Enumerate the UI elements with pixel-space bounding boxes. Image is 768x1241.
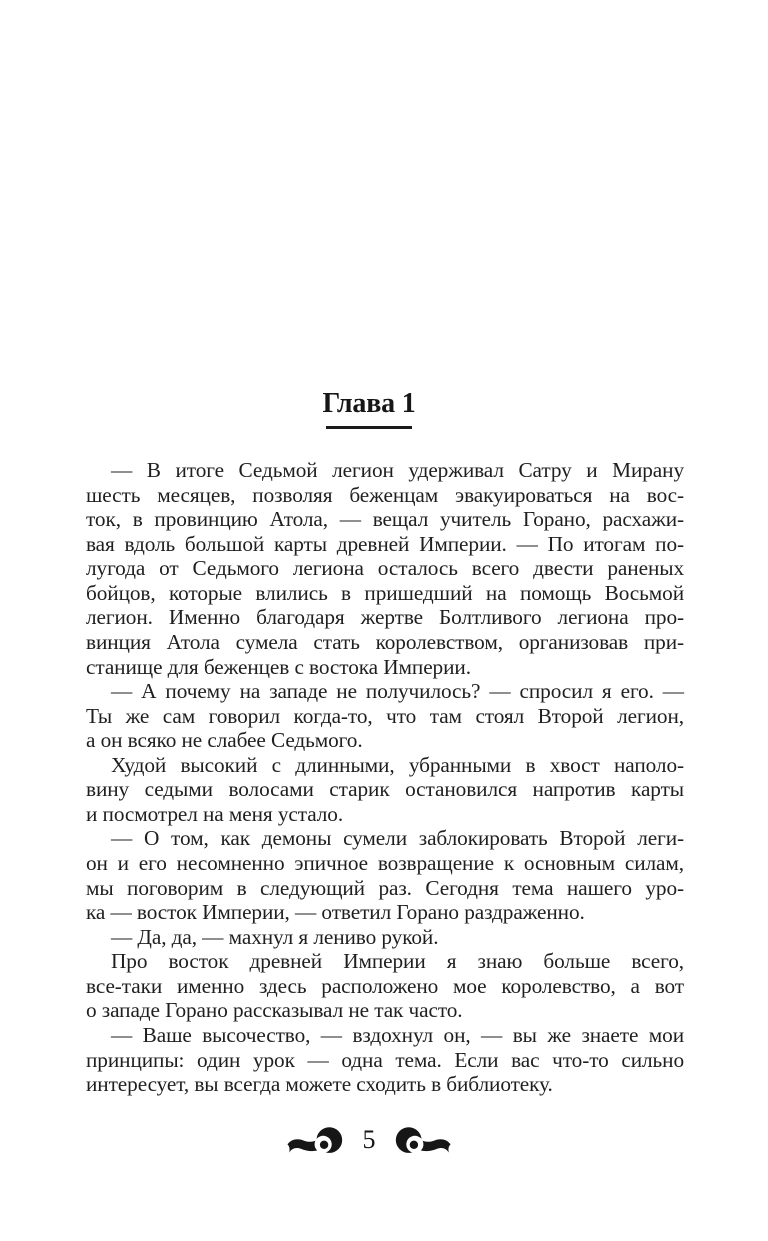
page-text [86,458,684,1097]
paragraph [86,949,684,1023]
chapter-title: Глава 1 [322,388,416,419]
swirl-ornament-right-icon [393,1126,452,1157]
paragraph [86,458,684,679]
text-line: Худой высокий с длинными, убранными в хвост наполо- [111,752,684,777]
text-line: — О том, как демоны сумели заблокировать Второй леги- [111,826,684,851]
text-line: — Ваше высочество, — вздохнул он, — вы же знаете мои [111,1022,684,1047]
text-line: — Да, да, — махнул я лениво рукой. [111,924,439,949]
text-line: о западе Горано рассказывал не так часто. [86,998,463,1023]
text-line: вину седыми волосами старик остановился напротив карты [86,777,684,802]
text-line: — В итоге Седьмой легион удерживал Сатру и Мирану [111,458,684,482]
title-underline [326,426,412,429]
text-line: шесть месяцев, позволяя беженцам эвакуироваться на вос- [86,482,684,507]
text-line: он и его несомненно эпичное возвращение к основным силам, [86,851,684,875]
page-footer [287,1126,452,1157]
text-line: принципы: один урок — одна тема. Если вас что-то сильно [86,1047,684,1072]
text-line: станище для беженцев с востока Империи. [86,654,471,679]
paragraph [86,925,684,950]
text-line: легион. Именно благодаря жертве Болтливого легиона про- [86,605,684,630]
text-line: интересует, вы всегда можете сходить в библиотеку. [86,1072,553,1097]
text-line: бойцов, которые влились в пришедший на помощь Восьмой [86,580,684,605]
text-line: лугода от Седьмого легиона осталось всего двести раненых [86,556,684,581]
text-line: — А почему на западе не получилось? — спросил я его. — [111,679,684,704]
text-line: а он всяко не слабее Седьмого. [86,728,363,753]
text-line: винция Атола сумела стать королевством, организовав при- [86,629,684,654]
text-line: мы поговорим в следующий раз. Сегодня тема нашего уро- [86,875,684,900]
paragraph [86,679,684,753]
text-line: Про восток древней Империи я знаю больше всего, [111,949,684,974]
text-line: ток, в провинцию Атола, — вещал учитель Горано, расхажи- [86,507,684,532]
text-line: ка — восток Империи, — ответил Горано раздраженно. [86,900,585,925]
paragraph [86,1023,684,1097]
paragraph [86,753,684,827]
swirl-ornament-left-icon [287,1126,346,1157]
text-line: Ты же сам говорил когда-то, что там стоял Второй легион, [86,703,684,728]
text-line: и посмотрел на меня устало. [86,801,344,826]
paragraph [86,826,684,924]
text-line: все-таки именно здесь расположено мое королевство, а вот [86,973,684,998]
text-line: вая вдоль большой карты древней Империи. — По итогам по- [86,531,684,556]
page-number: 5 [362,1125,376,1154]
